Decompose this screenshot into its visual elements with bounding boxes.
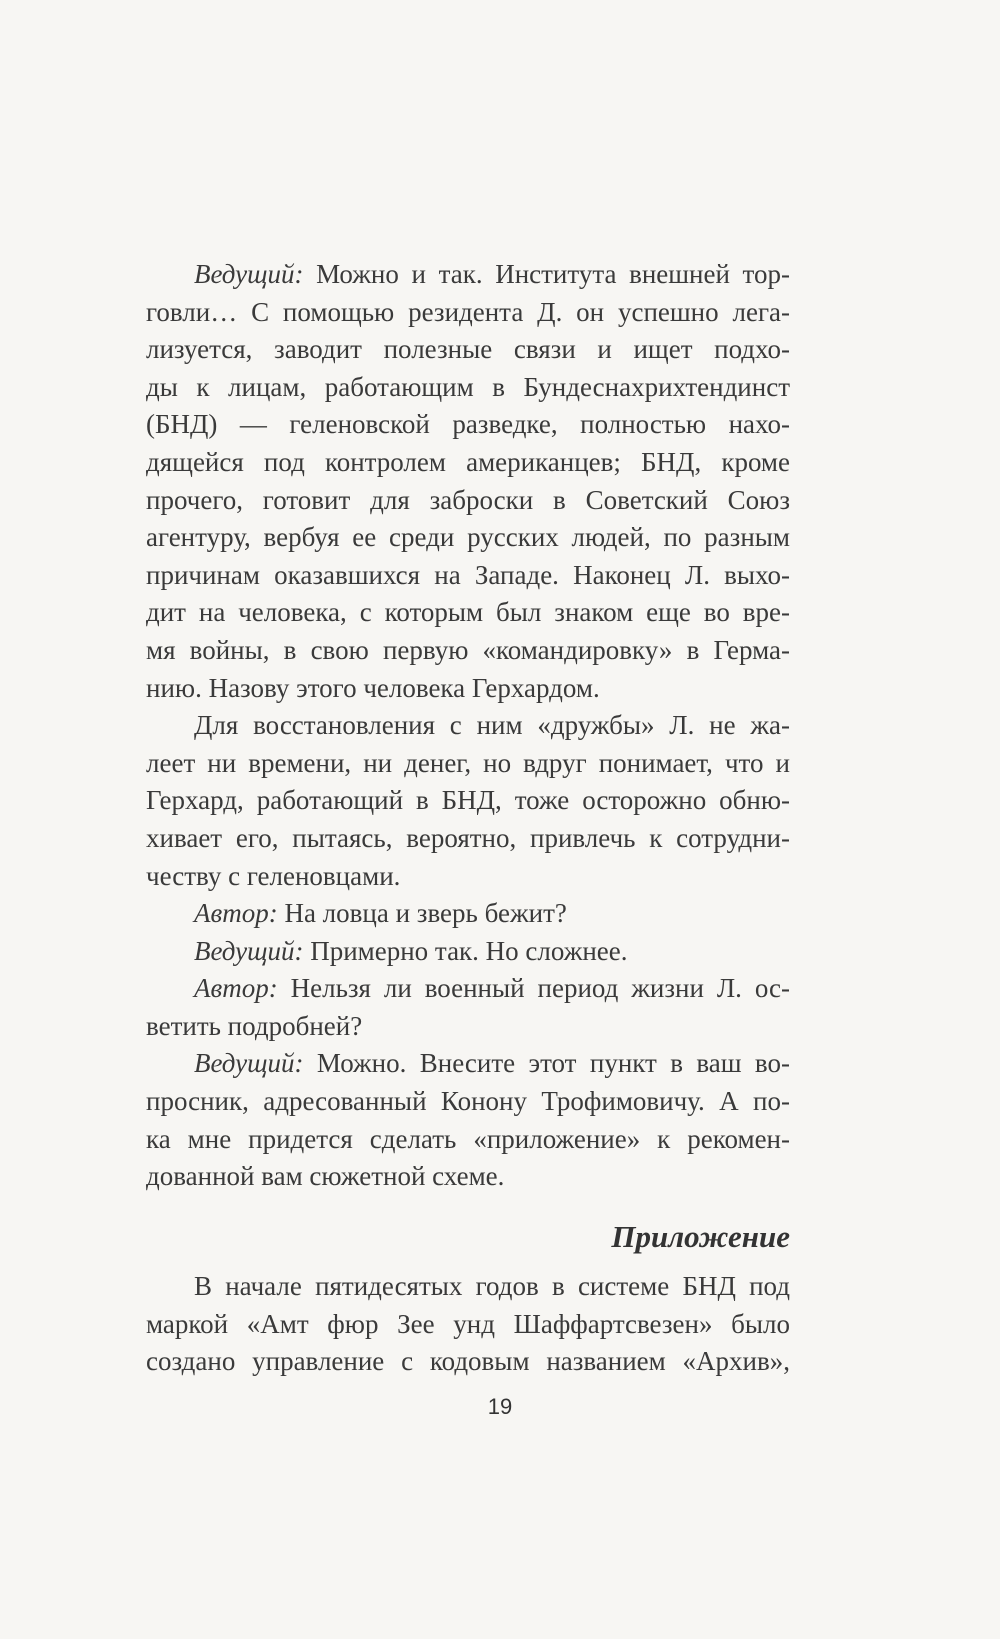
line-text: нию. Назову этого человека Герхардом. [146, 672, 600, 703]
dialogue-text [146, 256, 790, 1196]
text-line [146, 519, 790, 557]
text-line [146, 294, 790, 332]
text-line [146, 1045, 790, 1083]
text-line [146, 933, 790, 971]
line-text: Герхард, работающий в БНД, тоже осторожно обню- [146, 785, 790, 816]
text-line [146, 670, 790, 708]
line-text: просник, адресованный Конону Трофимовичу. А по- [146, 1086, 790, 1117]
text-line [146, 1008, 790, 1046]
text-line [146, 369, 790, 407]
speaker-label: Ведущий: [194, 259, 304, 289]
text-line [146, 1306, 790, 1344]
line-text: дящейся под контролем американцев; БНД, кроме [146, 446, 790, 477]
speaker-label: Ведущий: [194, 1048, 304, 1079]
line-text: ветить подробней? [146, 1010, 363, 1041]
line-text: дит на человека, с которым был знаком еще во вре- [146, 597, 790, 628]
appendix-text [146, 1268, 790, 1381]
line-text: создано управление с кодовым названием «Архив», [146, 1346, 790, 1377]
section-heading: Приложение [611, 1219, 790, 1254]
line-text: лизуется, заводит полезные связи и ищет подхо- [146, 334, 790, 365]
text-line [146, 1343, 790, 1381]
text-line [146, 1268, 790, 1306]
line-text: причинам оказавшихся на Западе. Наконец Л. выхо- [146, 559, 790, 590]
line-text: (БНД) — геленовской разведке, полностью нахо- [146, 409, 790, 440]
line-text: В начале пятидесятых годов в системе БНД под [194, 1271, 790, 1301]
text-line [146, 1158, 790, 1196]
text-line [146, 895, 790, 933]
text-line [146, 482, 790, 520]
line-text: Для восстановления с ним «дружбы» Л. не жа- [194, 710, 790, 741]
text-line [146, 858, 790, 896]
line-text: мя войны, в свою первую «командировку» в Герма- [146, 634, 790, 665]
line-text: прочего, готовит для заброски в Советский Союз [146, 484, 790, 515]
line-text: леет ни времени, ни денег, но вдруг понимает, что и [146, 747, 790, 778]
text-line [146, 406, 790, 444]
text-line [146, 594, 790, 632]
speaker-label: Автор: [194, 898, 278, 929]
text-line [146, 331, 790, 369]
text-line [146, 707, 790, 745]
line-text: маркой «Амт фюр Зее унд Шаффартсвезен» было [146, 1308, 790, 1339]
page-number: 19 [487, 1394, 513, 1419]
text-line [146, 1121, 790, 1159]
line-text: дованной вам сюжетной схеме. [146, 1161, 505, 1192]
text-line [146, 970, 790, 1008]
text-line [146, 1083, 790, 1121]
line-text: честву с геленовцами. [146, 860, 401, 891]
line-text: хивает его, пытаясь, вероятно, привлечь к сотрудни- [146, 822, 790, 853]
line-text: Можно и так. Института внешней тор- [303, 259, 790, 289]
line-text: Можно. Внесите этот пункт в ваш во- [303, 1048, 790, 1079]
line-text: Нельзя ли военный период жизни Л. ос- [277, 973, 790, 1004]
line-text: ды к лицам, работающим в Бундеснахрихтендинст [146, 371, 790, 402]
text-line [146, 820, 790, 858]
text-line [146, 745, 790, 783]
text-line [146, 256, 790, 294]
text-line [146, 632, 790, 670]
text-line [146, 557, 790, 595]
speaker-label: Ведущий: [194, 935, 304, 966]
text-line [146, 444, 790, 482]
line-text: агентуру, вербуя ее среди русских людей, по разным [146, 522, 790, 553]
line-text: На ловца и зверь бежит? [277, 898, 567, 929]
text-line [146, 782, 790, 820]
speaker-label: Автор: [194, 973, 278, 1004]
line-text: говли… С помощью резидента Д. он успешно лега- [146, 296, 790, 327]
line-text: Примерно так. Но сложнее. [303, 935, 628, 966]
line-text: ка мне придется сделать «приложение» к рекомен- [146, 1123, 790, 1154]
